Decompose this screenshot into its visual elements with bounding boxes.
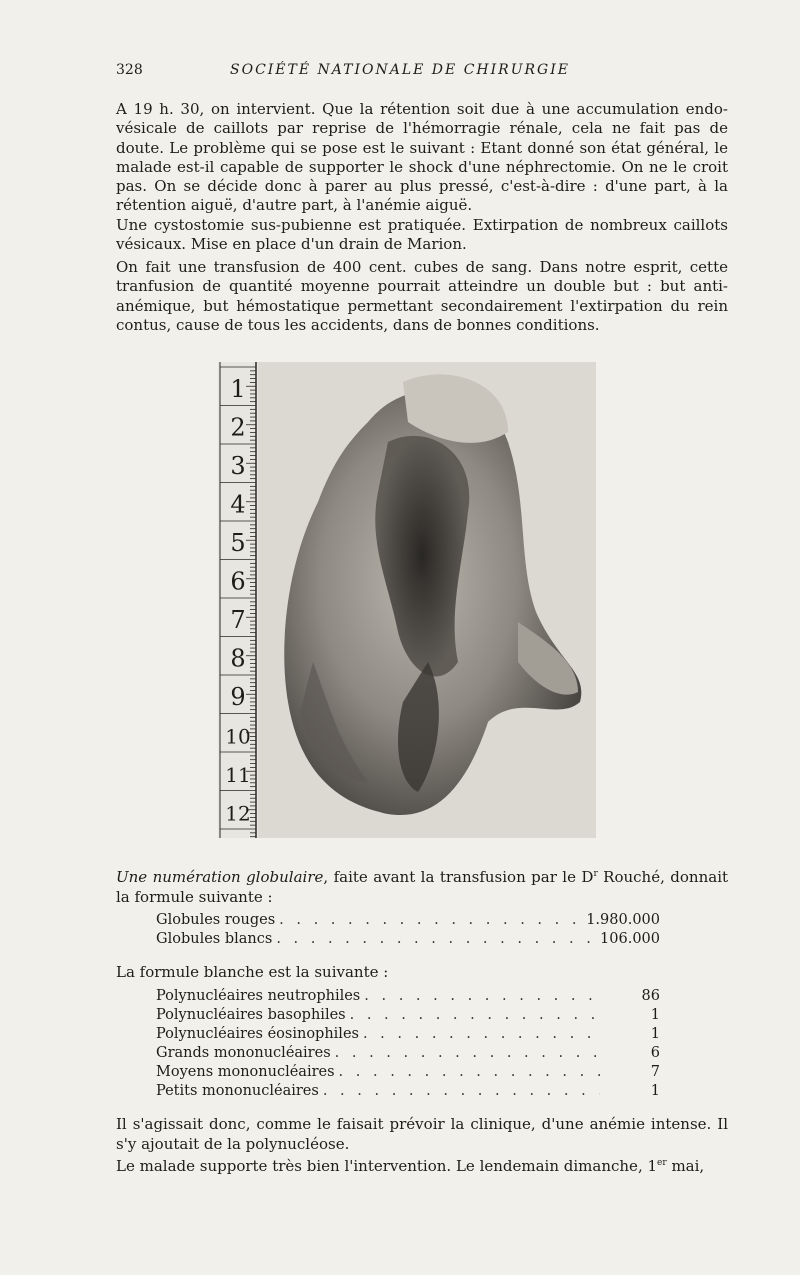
row-label: Grands mononucléaires xyxy=(156,1045,331,1061)
paragraph-transfusion xyxy=(116,258,728,335)
closing-outcome-start: Le malade supporte très bien l'intervention. Le lendemain dimanche, 1 xyxy=(116,1157,658,1175)
table-row xyxy=(156,1064,660,1083)
row-label: Polynucléaires basophiles xyxy=(156,1007,346,1023)
ruler-label: 10 xyxy=(225,724,251,749)
paragraph-cystostomie-text: Une cystostomie sus-pubienne est pratiquée. Extirpation de nombreux caillots vésicaux. Mise en place d'un drain de Marion. xyxy=(116,216,728,254)
table-row xyxy=(156,931,660,950)
leader-dots xyxy=(319,1083,600,1099)
blood-count-intro-italic: Une numération globulaire xyxy=(116,868,324,886)
table-row xyxy=(156,912,660,931)
kidney-photograph-image xyxy=(218,362,596,838)
paragraph-cystostomie xyxy=(116,216,728,255)
row-value: 106.000 xyxy=(600,931,660,947)
ruler-label: 11 xyxy=(225,763,251,787)
row-label: Globules rouges xyxy=(156,912,276,928)
blood-count-intro-rest: , faite avant la transfusion par le D xyxy=(323,868,594,886)
leader-dots xyxy=(272,931,600,947)
row-value: 1 xyxy=(650,1007,660,1023)
blood-count-intro-end: Rouché, donnait la formule suivante : xyxy=(116,868,729,906)
leader-dots xyxy=(359,1026,600,1042)
row-value: 7 xyxy=(650,1064,660,1080)
row-label: Polynucléaires neutrophiles xyxy=(156,988,361,1004)
table-row xyxy=(156,1007,660,1026)
row-label: Globules blancs xyxy=(156,931,273,947)
white-formula-table xyxy=(156,988,660,1102)
leader-dots xyxy=(346,1007,600,1023)
ordinal-superscript: er xyxy=(657,1158,667,1168)
ruler-label: 4 xyxy=(230,490,246,519)
row-value: 6 xyxy=(650,1045,660,1061)
leader-dots xyxy=(331,1045,600,1061)
closing-paragraph-anemia: Il s'agissait donc, comme le faisait prévoir la clinique, d'une anémie intense. Il s'y ajoutait de la polynucléose. xyxy=(116,1115,728,1153)
ruler-label: 1 xyxy=(230,375,246,403)
ruler-label: 2 xyxy=(230,413,246,442)
blood-count-table xyxy=(156,912,660,950)
ruler-label: 3 xyxy=(230,452,246,480)
closing-outcome-end: mai, xyxy=(666,1157,705,1175)
leader-dots xyxy=(335,1064,600,1080)
row-label: Moyens mononucléaires xyxy=(156,1064,335,1080)
closing-paragraph-outcome xyxy=(116,1154,728,1177)
leader-dots xyxy=(275,912,586,928)
table-row xyxy=(156,1026,660,1045)
ruler-label: 6 xyxy=(230,567,246,596)
paragraph-intervention xyxy=(116,100,728,216)
paragraph-transfusion-text: On fait une transfusion de 400 cent. cubes de sang. Dans notre esprit, cette tranfusion de quantité moyenne pourrait atteindre un double but : but anti-anémique, but hémostatique permettant secondairement l'extirpation du rein contus, cause de tous les accidents, dans de bonnes conditions. xyxy=(116,258,728,334)
blood-count-intro xyxy=(116,865,728,907)
white-formula-heading: La formule blanche est la suivante : xyxy=(116,963,389,981)
doctor-superscript: r xyxy=(593,869,598,879)
running-head xyxy=(116,62,726,82)
ruler-label: 8 xyxy=(230,644,246,673)
table-row xyxy=(156,1045,660,1064)
ruler-label: 12 xyxy=(225,801,251,826)
ruler-label: 9 xyxy=(230,683,246,711)
kidney-photograph xyxy=(218,362,596,838)
table-row xyxy=(156,1083,660,1102)
ruler-label: 7 xyxy=(230,606,246,634)
row-label: Petits mononucléaires xyxy=(156,1083,319,1099)
row-value: 1.980.000 xyxy=(586,912,660,928)
row-label: Polynucléaires éosinophiles xyxy=(156,1026,359,1042)
row-value: 1 xyxy=(650,1026,660,1042)
row-value: 1 xyxy=(650,1083,660,1099)
table-row xyxy=(156,988,660,1007)
closing-text xyxy=(116,1115,728,1177)
journal-title: SOCIÉTÉ NATIONALE DE CHIRURGIE xyxy=(230,62,570,78)
ruler-label: 5 xyxy=(230,529,246,557)
leader-dots xyxy=(360,988,600,1004)
page-number: 328 xyxy=(116,62,143,78)
row-value: 86 xyxy=(641,988,660,1004)
paragraph-intervention-text: A 19 h. 30, on intervient. Que la rétention soit due à une accumulation endo-vésicale de caillots par reprise de l'hémorragie rénale, cela ne fait pas de doute. Le problème qui se pose est le suivant : Etant donné son état général, le malade est-il capable de supporter le shock d'une néphrectomie. On ne le croit pas. On se décide donc à parer au plus pressé, c'est-à-dire : d'une part, à la rétention aiguë, d'autre part, à l'anémie aiguë. xyxy=(116,100,728,215)
